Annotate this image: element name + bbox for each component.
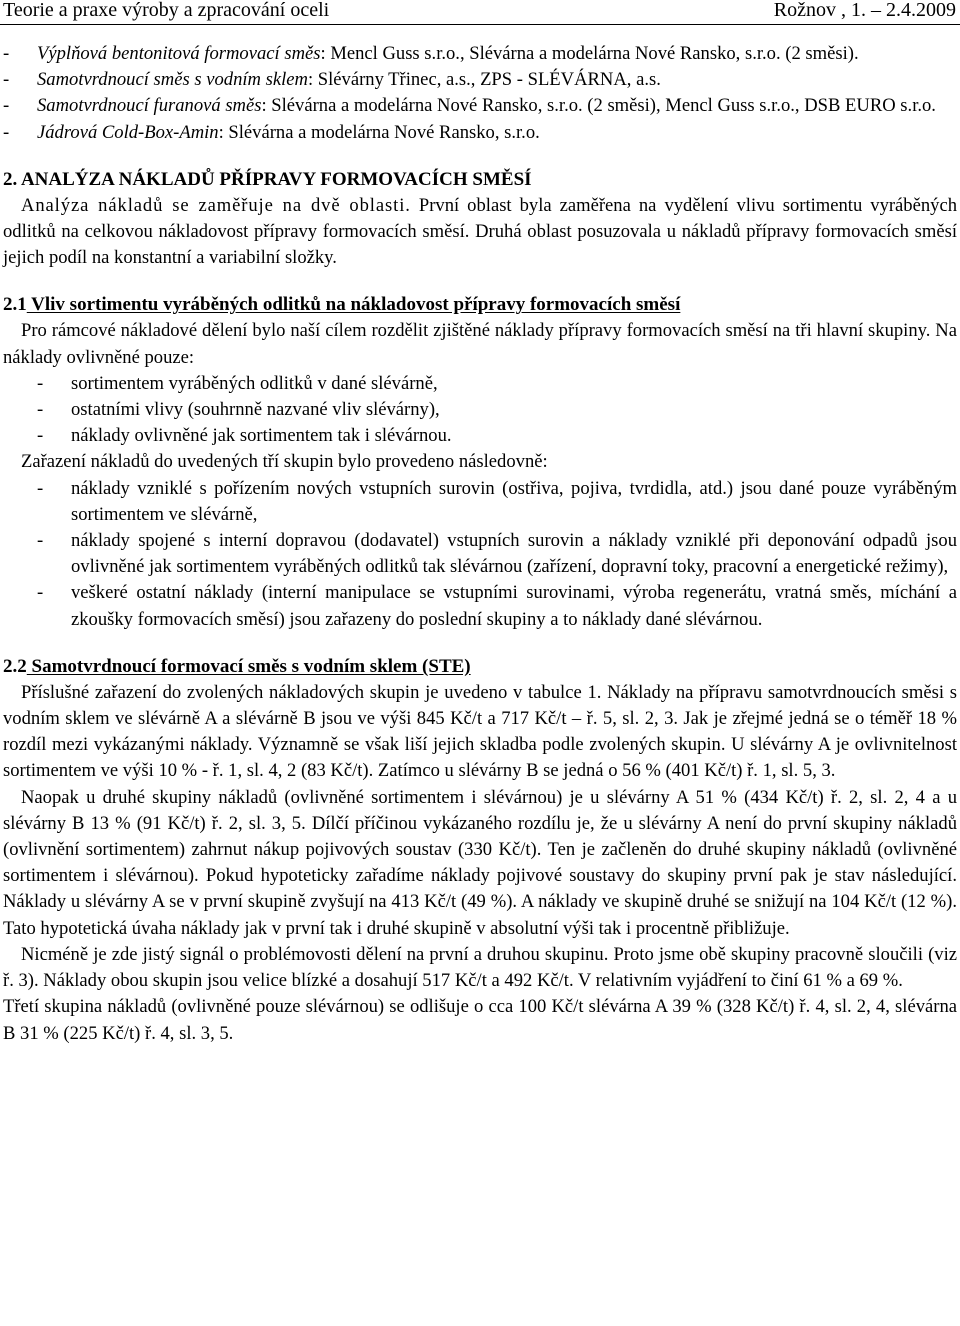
mix-suppliers: : Slévárny Třinec, a.s., ZPS - SLÉVÁRNA, a.s.	[307, 69, 661, 91]
mix-term: Jádrová Cold-Box-Amin	[37, 121, 219, 143]
section-heading: 2. ANALÝZA NÁKLADŮ PŘÍPRAVY FORMOVACÍCH SMĚSÍ	[3, 168, 532, 190]
list-item: - ostatními vlivy (souhrnně nazvané vliv slévárny),	[37, 399, 440, 421]
list-item: - sortimentem vyráběných odlitků v dané slévárně,	[37, 372, 438, 394]
paragraph: Pro rámcové nákladové dělení bylo naší cílem rozdělit zjištěné náklady přípravy formovacích směsí na tři hlavní skupiny. Na náklady ovlivněné pouze:	[3, 320, 957, 368]
header-date: Rožnov , 1. – 2.4.2009	[773, 0, 956, 21]
paragraph: Zařazení nákladů do uvedených tří skupin bylo provedeno následovně:	[21, 451, 548, 473]
list-item: - veškeré ostatní náklady (interní manipulace se vstupními surovinami, výroba regenerátu, vratná směs, míchání a zkoušky formovacích směsí) jsou zařazeny do poslední skupiny a to náklady dané slévárnou.	[37, 582, 957, 630]
mix-suppliers: : Slévárna a modelárna Nové Ransko, s.r.o. (2 směsi), Mencl Guss s.r.o., DSB EURO s.r.o.	[261, 95, 936, 117]
list-item: - Samotvrdnoucí směs s vodním sklem: Slévárny Třinec, a.s., ZPS - SLÉVÁRNA, a.s.	[3, 69, 661, 91]
list-item: - Výplňová bentonitová formovací směs: Mencl Guss s.r.o., Slévárna a modelárna Nové Ransko, s.r.o. (2 směsi).	[3, 43, 859, 64]
paragraph: Třetí skupina nákladů (ovlivněné pouze slévárnou) se odlišuje o cca 100 Kč/t slévárna A 39 % (328 Kč/t) ř. 4, sl. 2, 4, slévárna B 31 % (225 Kč/t) ř. 4, sl. 3, 5.	[3, 996, 957, 1044]
list-item: - Jádrová Cold-Box-Amin: Slévárna a modelárna Nové Ransko, s.r.o.	[3, 121, 540, 143]
subsection-heading: 2.2 Samotvrdnoucí formovací směs s vodním sklem (STE)	[3, 655, 471, 677]
list-item: - náklady spojené s interní dopravou (dodavatel) vstupních surovin a náklady vzniklé při deponování odpadů jsou ovlivněné jak sortimentem vyráběných odlitků tak slévárnou (zařízení, dopravní toky, pracovní a energetické režimy),	[37, 530, 957, 578]
page-body	[3, 41, 957, 1047]
subsection-heading: 2.1 Vliv sortimentu vyráběných odlitků na nákladovost přípravy formovacích směsí	[3, 294, 681, 316]
header-title: Teorie a praxe výroby a zpracování oceli	[3, 0, 330, 21]
mix-term: Výplňová bentonitová formovací směs	[37, 43, 321, 64]
list-item: - náklady vzniklé s pořízením nových vstupních surovin (ostřiva, pojiva, tvrdidla, atd.) jsou dané pouze vyráběným sortimentem ve slévárně,	[37, 477, 957, 525]
paragraph: Příslušné zařazení do zvolených nákladových skupin je uvedeno v tabulce 1. Náklady na přípravu samotvrdnoucích směsi s vodním sklem ve slévárně A a slévárně B jsou ve výši 845 Kč/t a 717 Kč/t – ř. 5, sl. 2, 3. Jak je zřejmé jedná se o téměř 18 % rozdíl mezi vykázanými náklady. Významně se však liší jejich skladba podle zvolených skupin. U slévárny A je ovlivnitelnost sortimentem ve výši 10 % - ř. 1, sl. 4, 2 (83 Kč/t). Zatímco u slévárny B se jedná o 56 % (401 Kč/t) ř. 1, sl. 5, 3.	[3, 681, 957, 782]
mix-term: Samotvrdnoucí směs s vodním sklem	[37, 69, 308, 91]
mix-suppliers: : Mencl Guss s.r.o., Slévárna a modelárna Nové Ransko, s.r.o. (2 směsi).	[320, 43, 859, 64]
mix-suppliers: : Slévárna a modelárna Nové Ransko, s.r.o.	[218, 121, 540, 143]
paragraph: Analýza nákladů se zaměřuje na dvě oblasti. První oblast byla zaměřena na vydělení vlivu sortimentu vyráběných odlitků na celkovou nákladovost přípravy formovacích směsí. Druhá oblast posuzovala u nákladů přípravy formovacích směsí jejich podíl na konstantní a variabilní složky.	[3, 194, 958, 269]
paragraph: Nicméně je zde jistý signál o problémovosti dělení na první a druhou skupinu. Proto jsme obě skupiny pracovně sloučili (viz ř. 3). Náklady obou skupin jsou velice blízké a dosahují 517 Kč/t a 492 Kč/t. V relativním vyjádření to činí 61 % a 69 %.	[3, 943, 957, 992]
mix-term: Samotvrdnoucí furanová směs	[37, 95, 262, 117]
paragraph: Naopak u druhé skupiny nákladů (ovlivněné sortimentem i slévárnou) je u slévárny A 51 % (434 Kč/t) ř. 2, sl. 2, 4 a u slévárny B 13 % (91 Kč/t) ř. 2, sl. 3, 5. Dílčí příčinou vykázaného rozdílu je, že u slévárny A není do první skupiny nákladů (ovlivnění sortimentem) zahrnut nákup pojivových soustav (330 Kč/t). Ten je začleněn do druhé skupiny nákladů (ovlivněné sortimentem i slévárnou). Pokud hypoteticky zařadíme náklady pojivové soustavy do skupiny první pak je stav následující. Náklady u slévárny A se v první skupině zvyšují na 413 Kč/t (49 %). A náklady ve skupině druhé se snižují na 104 Kč/t (12 %). Tato hypotetická úvaha náklady jak v první tak i druhé skupině v absolutní výši tak i procentně přibližuje.	[3, 786, 957, 939]
list-item: - náklady ovlivněné jak sortimentem tak i slévárnou.	[37, 425, 452, 447]
running-header	[0, 0, 960, 25]
list-item: - Samotvrdnoucí furanová směs: Slévárna a modelárna Nové Ransko, s.r.o. (2 směsi), Mencl Guss s.r.o., DSB EURO s.r.o.	[3, 95, 936, 117]
